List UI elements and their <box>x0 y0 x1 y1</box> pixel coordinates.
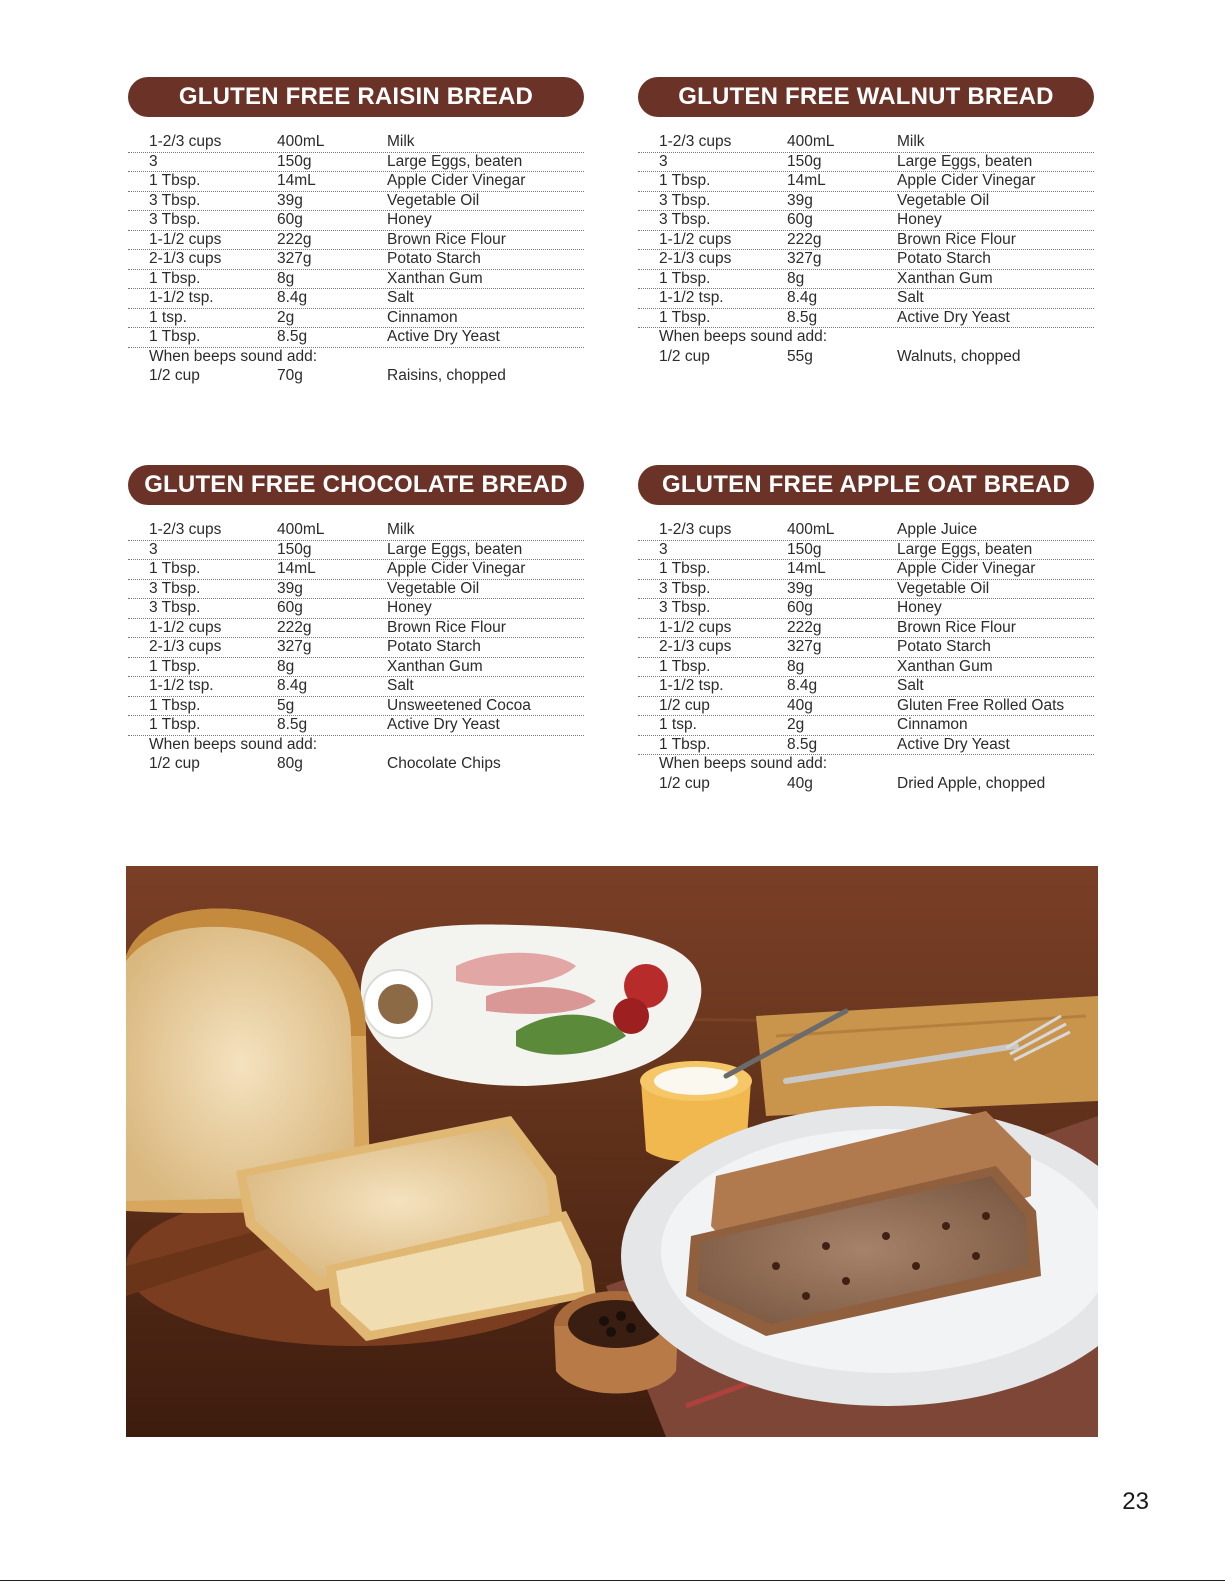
ingredient-metric: 40g <box>787 774 813 792</box>
ingredient-name: Vegetable Oil <box>897 191 990 209</box>
ingredient-metric: 8.4g <box>787 677 818 694</box>
ingredient-row <box>128 658 584 678</box>
recipe-title: GLUTEN FREE APPLE OAT BREAD <box>661 471 1071 498</box>
ingredient-measure: 1-1/2 tsp. <box>659 677 724 694</box>
ingredient-row <box>638 309 1094 329</box>
ingredient-name: Milk <box>897 133 925 150</box>
ingredient-row <box>638 231 1094 251</box>
ingredient-name: Xanthan Gum <box>387 657 483 675</box>
ingredient-row <box>638 619 1094 639</box>
ingredient-name: Potato Starch <box>387 638 481 655</box>
ingredient-metric: 8.4g <box>277 677 308 694</box>
ingredient-measure: 1 Tbsp. <box>659 269 711 287</box>
ingredient-name: Salt <box>897 289 924 306</box>
ingredient-row <box>128 309 584 329</box>
ingredient-measure: 1 Tbsp. <box>659 172 711 189</box>
page-number: 23 <box>1122 1488 1149 1515</box>
ingredient-row <box>638 289 1094 309</box>
ingredient-name: Active Dry Yeast <box>387 328 500 345</box>
ingredient-metric: 2g <box>787 716 805 733</box>
ingredient-metric: 39g <box>277 191 303 209</box>
ingredient-row <box>128 289 584 309</box>
ingredient-metric: 150g <box>787 152 822 170</box>
ingredient-metric: 400mL <box>277 133 325 150</box>
ingredient-name: Honey <box>897 211 942 228</box>
ingredient-metric: 8.5g <box>787 735 818 753</box>
ingredient-row <box>638 658 1094 678</box>
ingredient-name: Potato Starch <box>897 638 991 655</box>
ingredient-name: Large Eggs, beaten <box>387 540 523 558</box>
ingredient-row <box>638 153 1094 173</box>
ingredient-row <box>638 521 1094 541</box>
ingredient-name: Potato Starch <box>387 250 481 267</box>
ingredient-name: Active Dry Yeast <box>897 735 1010 753</box>
recipe-title-banner <box>128 77 584 117</box>
ingredient-measure: 1 tsp. <box>659 716 697 733</box>
ingredient-row <box>128 716 584 736</box>
ingredient-measure: 3 Tbsp. <box>149 211 201 228</box>
ingredient-name: Xanthan Gum <box>897 657 993 675</box>
ingredient-name: Salt <box>897 677 924 694</box>
recipe-walnut-bread <box>638 77 1094 367</box>
ingredient-row <box>638 716 1094 736</box>
ingredient-measure: 3 Tbsp. <box>659 211 711 228</box>
ingredient-row <box>128 599 584 619</box>
ingredient-name: Cinnamon <box>897 716 968 733</box>
ingredient-metric: 14mL <box>787 560 826 577</box>
ingredient-metric: 60g <box>787 599 813 616</box>
ingredient-measure: 1 Tbsp. <box>149 560 201 577</box>
ingredient-list <box>128 521 584 775</box>
ingredient-measure: 1/2 cup <box>149 755 200 772</box>
beep-note-text: When beeps sound add: <box>659 755 828 772</box>
ingredient-metric: 150g <box>787 540 822 558</box>
ingredient-row <box>638 560 1094 580</box>
recipe-title: GLUTEN FREE WALNUT BREAD <box>678 83 1054 110</box>
ingredient-name: Large Eggs, beaten <box>897 540 1033 558</box>
ingredient-measure: 3 Tbsp. <box>149 599 201 616</box>
ingredient-name: Dried Apple, chopped <box>897 774 1046 792</box>
ingredient-row <box>638 172 1094 192</box>
ingredient-measure: 3 Tbsp. <box>659 579 711 597</box>
ingredient-name: Brown Rice Flour <box>897 230 1016 248</box>
ingredient-measure: 1-1/2 cups <box>659 230 732 248</box>
ingredient-measure: 1/2 cup <box>149 367 200 384</box>
ingredient-measure: 3 Tbsp. <box>659 599 711 616</box>
ingredient-measure: 2-1/3 cups <box>659 638 732 655</box>
ingredient-name: Xanthan Gum <box>387 269 483 287</box>
ingredient-row <box>128 697 584 717</box>
recipe-title-banner <box>638 465 1094 505</box>
ingredient-measure: 1 tsp. <box>149 308 187 326</box>
ingredient-row <box>638 677 1094 697</box>
ingredient-metric: 60g <box>787 211 813 228</box>
ingredient-measure: 1/2 cup <box>659 696 710 714</box>
ingredient-metric: 8.5g <box>277 716 308 733</box>
ingredient-measure: 1 Tbsp. <box>659 308 711 326</box>
ingredient-measure: 1-1/2 tsp. <box>149 677 214 694</box>
ingredient-row <box>128 153 584 173</box>
ingredient-name: Apple Cider Vinegar <box>387 560 526 577</box>
ingredient-name: Apple Cider Vinegar <box>897 172 1036 189</box>
ingredient-name: Xanthan Gum <box>897 269 993 287</box>
ingredient-metric: 8.5g <box>277 328 308 345</box>
ingredient-metric: 400mL <box>787 521 835 538</box>
ingredient-row <box>128 192 584 212</box>
ingredient-name: Large Eggs, beaten <box>897 152 1033 170</box>
ingredient-list <box>638 521 1094 794</box>
ingredient-metric: 55g <box>787 347 813 365</box>
ingredient-metric: 222g <box>787 618 822 636</box>
ingredient-metric: 8g <box>787 657 805 675</box>
ingredient-name: Vegetable Oil <box>897 579 990 597</box>
ingredient-row <box>128 250 584 270</box>
ingredient-row <box>128 580 584 600</box>
beep-note <box>638 328 1094 348</box>
ingredient-metric: 39g <box>787 191 813 209</box>
ingredient-measure: 1-1/2 tsp. <box>149 289 214 306</box>
ingredient-row <box>638 580 1094 600</box>
ingredient-name: Raisins, chopped <box>387 367 506 384</box>
ingredient-name: Vegetable Oil <box>387 191 480 209</box>
ingredient-row <box>638 133 1094 153</box>
ingredient-measure: 1-1/2 cups <box>149 230 222 248</box>
ingredient-measure: 1 Tbsp. <box>149 696 201 714</box>
ingredient-metric: 39g <box>787 579 813 597</box>
ingredient-measure: 1/2 cup <box>659 347 710 365</box>
ingredient-row <box>128 211 584 231</box>
ingredient-measure: 1-2/3 cups <box>149 521 222 538</box>
ingredient-metric: 40g <box>787 696 813 714</box>
ingredient-measure: 2-1/3 cups <box>659 250 732 267</box>
ingredient-row <box>638 192 1094 212</box>
ingredient-row <box>638 736 1094 756</box>
ingredient-name: Potato Starch <box>897 250 991 267</box>
ingredient-measure: 1-1/2 cups <box>659 618 732 636</box>
recipe-title: GLUTEN FREE RAISIN BREAD <box>178 83 534 110</box>
ingredient-metric: 2g <box>277 308 295 326</box>
ingredient-metric: 150g <box>277 540 312 558</box>
ingredient-row <box>638 638 1094 658</box>
ingredient-measure: 1 Tbsp. <box>149 172 201 189</box>
ingredient-metric: 222g <box>277 618 312 636</box>
ingredient-metric: 60g <box>277 599 303 616</box>
ingredient-name: Large Eggs, beaten <box>387 152 523 170</box>
ingredient-row <box>128 677 584 697</box>
ingredient-row <box>128 231 584 251</box>
ingredient-metric: 80g <box>277 755 303 772</box>
ingredient-name: Honey <box>897 599 942 616</box>
recipe-chocolate-bread <box>128 465 584 775</box>
ingredient-name: Salt <box>387 677 414 694</box>
ingredient-row <box>128 619 584 639</box>
beep-note <box>128 736 584 756</box>
beep-note-text: When beeps sound add: <box>659 328 828 345</box>
ingredient-measure: 1-1/2 tsp. <box>659 289 724 306</box>
ingredient-row <box>128 133 584 153</box>
ingredient-row <box>638 211 1094 231</box>
ingredient-name: Active Dry Yeast <box>897 308 1010 326</box>
ingredient-measure: 1 Tbsp. <box>149 328 201 345</box>
recipe-title-banner <box>128 465 584 505</box>
ingredient-metric: 39g <box>277 579 303 597</box>
beep-ingredient-row <box>638 348 1094 368</box>
ingredient-metric: 327g <box>787 250 822 267</box>
ingredient-measure: 1 Tbsp. <box>659 735 711 753</box>
ingredient-name: Milk <box>387 133 415 150</box>
ingredient-metric: 8g <box>277 269 295 287</box>
ingredient-measure: 1-2/3 cups <box>659 133 732 150</box>
ingredient-name: Apple Cider Vinegar <box>387 172 526 189</box>
ingredient-measure: 1-2/3 cups <box>149 133 222 150</box>
ingredient-measure: 3 <box>149 152 158 170</box>
ingredient-row <box>638 599 1094 619</box>
ingredient-measure: 1 Tbsp. <box>149 716 201 733</box>
ingredient-name: Apple Cider Vinegar <box>897 560 1036 577</box>
ingredient-metric: 8.4g <box>787 289 818 306</box>
ingredient-name: Active Dry Yeast <box>387 716 500 733</box>
ingredient-measure: 2-1/3 cups <box>149 638 222 655</box>
ingredient-metric: 327g <box>277 250 312 267</box>
ingredient-row <box>128 270 584 290</box>
ingredient-name: Brown Rice Flour <box>387 230 506 248</box>
ingredient-measure: 3 Tbsp. <box>659 191 711 209</box>
ingredient-row <box>638 250 1094 270</box>
ingredient-row <box>638 270 1094 290</box>
ingredient-metric: 14mL <box>277 172 316 189</box>
ingredient-name: Unsweetened Cocoa <box>387 696 531 714</box>
recipe-apple-oat-bread <box>638 465 1094 794</box>
ingredient-name: Apple Juice <box>897 521 978 538</box>
recipe-raisin-bread <box>128 77 584 387</box>
ingredient-measure: 1 Tbsp. <box>149 269 201 287</box>
ingredient-metric: 222g <box>787 230 822 248</box>
ingredient-name: Honey <box>387 211 432 228</box>
ingredient-row <box>638 697 1094 717</box>
ingredient-row <box>638 541 1094 561</box>
ingredient-name: Vegetable Oil <box>387 579 480 597</box>
ingredient-row <box>128 560 584 580</box>
ingredient-metric: 14mL <box>277 560 316 577</box>
ingredient-row <box>128 521 584 541</box>
ingredient-name: Gluten Free Rolled Oats <box>897 696 1065 714</box>
ingredient-measure: 3 <box>149 540 158 558</box>
ingredient-metric: 150g <box>277 152 312 170</box>
ingredient-row <box>128 541 584 561</box>
ingredient-measure: 2-1/3 cups <box>149 250 222 267</box>
ingredient-metric: 8.4g <box>277 289 308 306</box>
ingredient-measure: 1 Tbsp. <box>149 657 201 675</box>
ingredient-measure: 3 <box>659 540 668 558</box>
beep-note <box>128 348 584 368</box>
ingredient-row <box>128 172 584 192</box>
beep-ingredient-row <box>128 367 584 387</box>
ingredient-name: Salt <box>387 289 414 306</box>
ingredient-metric: 60g <box>277 211 303 228</box>
ingredient-name: Walnuts, chopped <box>897 347 1021 365</box>
ingredient-metric: 8g <box>277 657 295 675</box>
ingredient-list <box>638 133 1094 367</box>
ingredient-measure: 1 Tbsp. <box>659 657 711 675</box>
ingredient-list <box>128 133 584 387</box>
ingredient-metric: 400mL <box>787 133 835 150</box>
ingredient-measure: 3 <box>659 152 668 170</box>
ingredient-metric: 8g <box>787 269 805 287</box>
beep-note-text: When beeps sound add: <box>149 735 318 753</box>
recipe-title: GLUTEN FREE CHOCOLATE BREAD <box>144 471 568 498</box>
page-bottom-rule <box>0 1580 1225 1581</box>
recipe-title-banner <box>638 77 1094 117</box>
beep-ingredient-row <box>638 775 1094 795</box>
ingredient-measure: 1 Tbsp. <box>659 560 711 577</box>
ingredient-measure: 1-1/2 cups <box>149 618 222 636</box>
ingredient-name: Honey <box>387 599 432 616</box>
ingredient-measure: 3 Tbsp. <box>149 191 201 209</box>
ingredient-metric: 327g <box>787 638 822 655</box>
ingredient-name: Cinnamon <box>387 308 458 326</box>
beep-ingredient-row <box>128 755 584 775</box>
bread-photo <box>126 866 1098 1437</box>
ingredient-name: Chocolate Chips <box>387 755 501 772</box>
ingredient-measure: 3 Tbsp. <box>149 579 201 597</box>
ingredient-metric: 400mL <box>277 521 325 538</box>
ingredient-metric: 70g <box>277 367 303 384</box>
ingredient-metric: 327g <box>277 638 312 655</box>
ingredient-measure: 1/2 cup <box>659 774 710 792</box>
beep-note-text: When beeps sound add: <box>149 347 318 365</box>
ingredient-name: Brown Rice Flour <box>897 618 1016 636</box>
ingredient-name: Milk <box>387 521 415 538</box>
ingredient-measure: 1-2/3 cups <box>659 521 732 538</box>
beep-note <box>638 755 1094 775</box>
ingredient-metric: 5g <box>277 696 295 714</box>
ingredient-metric: 14mL <box>787 172 826 189</box>
ingredient-row <box>128 328 584 348</box>
ingredient-metric: 222g <box>277 230 312 248</box>
ingredient-metric: 8.5g <box>787 308 818 326</box>
ingredient-row <box>128 638 584 658</box>
ingredient-name: Brown Rice Flour <box>387 618 506 636</box>
